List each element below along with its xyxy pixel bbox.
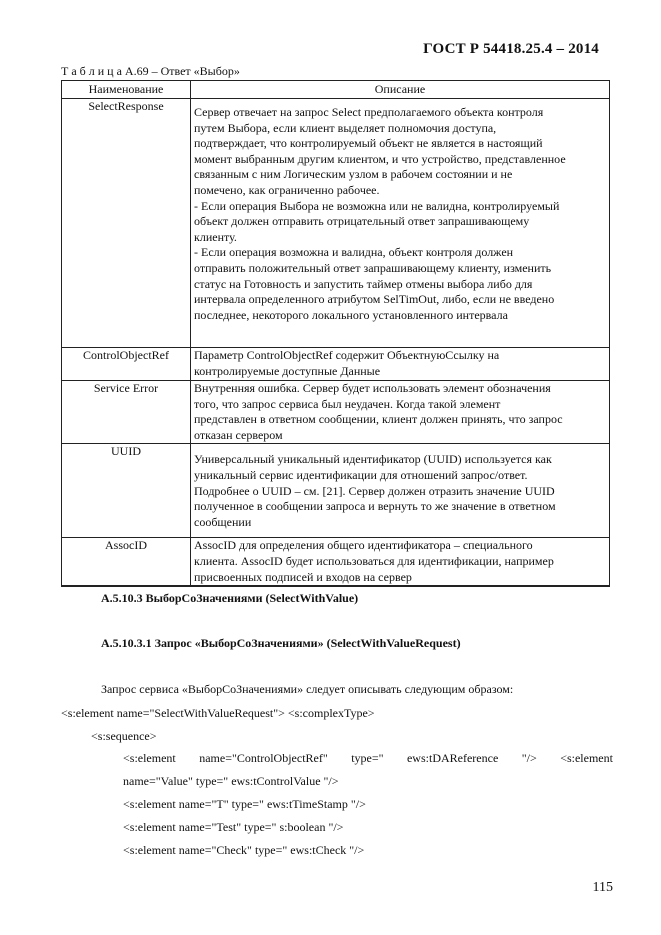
- parameter-description-cell: [191, 348, 610, 381]
- table-row: [62, 381, 610, 444]
- description-line: интервала определенного атрибутом SelTimOut, либо, если не введено: [194, 292, 555, 307]
- code-token: "/>: [521, 751, 537, 765]
- description-line: последнее, некоторого локального установленного интервала: [194, 307, 508, 322]
- table-row: [62, 444, 610, 538]
- parameter-description-cell: [191, 99, 610, 348]
- parameter-description-cell: [191, 444, 610, 538]
- description-line: помечено, как ограниченно рабочее.: [194, 182, 380, 197]
- parameter-name-cell: ControlObjectRef: [62, 348, 191, 381]
- code-line: <s:sequence>: [91, 729, 157, 743]
- column-header-description: Описание: [191, 81, 610, 99]
- parameter-name-cell: AssocID: [62, 538, 191, 586]
- description-line: - Если операция Выбора не возможна или не валидна, контролируемый: [194, 198, 560, 213]
- code-line: name="Value" type=" ews:tControlValue "/>: [123, 774, 339, 788]
- description-line: подтверждает, что контролируемый объект не является в настоящий: [194, 136, 543, 151]
- description-line: AssocID для определения общего идентификатора – специального: [194, 538, 533, 553]
- description-line: путем Выбора, если клиент выделяет полномочия доступа,: [194, 120, 497, 135]
- description-line: сообщении: [194, 514, 252, 529]
- code-line: <s:element name="Check" type=" ews:tCheck "/>: [123, 843, 365, 857]
- parameter-name-cell: UUID: [62, 444, 191, 538]
- description-line: полученное в сообщении запроса и вернуть то же значение в ответном: [194, 499, 556, 514]
- description-line: отправить положительный ответ запрашивающему клиенту, изменить: [194, 260, 552, 275]
- code-token: <s:element: [560, 751, 613, 765]
- description-line: Параметр ControlObjectRef содержит ОбъектнуюСсылку на: [194, 348, 500, 362]
- parameter-description-cell: [191, 538, 610, 586]
- table-row: [62, 99, 610, 348]
- description-line: - Если операция возможна и валидна, объект контроля должен: [194, 245, 514, 260]
- table-row: [62, 538, 610, 586]
- description-line: отказан сервером: [194, 427, 283, 442]
- table-header-row: [62, 81, 610, 99]
- code-line: <s:element name="SelectWithValueRequest"> <s:complexType>: [61, 706, 375, 720]
- description-line: контролируемые доступные Данные: [194, 363, 381, 378]
- description-line: статус на Готовность и запустить таймер отмены выбора либо для: [194, 276, 533, 291]
- description-line: момент выбранным другим клиентом, и что устройство, представленное: [194, 151, 566, 166]
- response-table: [61, 80, 610, 587]
- description-line: Подробнее о UUID – см. [21]. Сервер должен отразить значение UUID: [194, 483, 555, 498]
- description-line: объект должен отправить отрицательный ответ запрашивающему: [194, 214, 530, 229]
- code-token: type=": [351, 751, 384, 765]
- description-line: того, что запрос сервиса был неудачен. Когда такой элемент: [194, 396, 501, 411]
- document-code: ГОСТ Р 54418.25.4 – 2014: [423, 41, 599, 57]
- description-line: связанным с ним Логическим узлом в рабочем состоянии и не: [194, 167, 513, 182]
- code-line: <s:element name="Test" type=" s:boolean "/>: [123, 820, 344, 834]
- column-header-name: Наименование: [62, 81, 191, 99]
- code-token: name="ControlObjectRef": [199, 751, 328, 765]
- description-line: уникальный сервис идентификации для отношений запрос/ответ.: [194, 467, 528, 482]
- description-line: клиента. AssocID будет использоваться для идентификации, например: [194, 553, 554, 568]
- table-caption: Т а б л и ц а А.69 – Ответ «Выбор»: [61, 64, 240, 78]
- section-heading-select-with-value-request: А.5.10.3.1 Запрос «ВыборСоЗначениями» (SelectWithValueRequest): [101, 636, 461, 650]
- code-token: ews:tDAReference: [406, 751, 499, 765]
- intro-paragraph: Запрос сервиса «ВыборСоЗначениями» следует описывать следующим образом:: [101, 682, 514, 696]
- code-token: <s:element: [123, 751, 176, 765]
- description-line: присвоенных подписей и входов на сервер: [194, 569, 412, 584]
- page-number: 115: [592, 880, 613, 895]
- description-line: Сервер отвечает на запрос Select предполагаемого объекта контроля: [194, 105, 544, 119]
- code-line: <s:element name="T" type=" ews:tTimeStamp "/>: [123, 797, 366, 811]
- parameter-name-cell: SelectResponse: [62, 99, 191, 348]
- description-line: Универсальный уникальный идентификатор (UUID) используется как: [194, 452, 552, 467]
- code-line-justified: [123, 751, 613, 766]
- description-line: клиенту.: [194, 229, 237, 244]
- section-heading-select-with-value: А.5.10.3 ВыборСоЗначениями (SelectWithValue): [101, 591, 359, 605]
- description-line: Внутренняя ошибка. Сервер будет использовать элемент обозначения: [194, 381, 551, 395]
- parameter-name-cell: Service Error: [62, 381, 191, 444]
- table-row: [62, 348, 610, 381]
- parameter-description-cell: [191, 381, 610, 444]
- description-line: представлен в ответном сообщении, клиент должен принять, что запрос: [194, 412, 563, 427]
